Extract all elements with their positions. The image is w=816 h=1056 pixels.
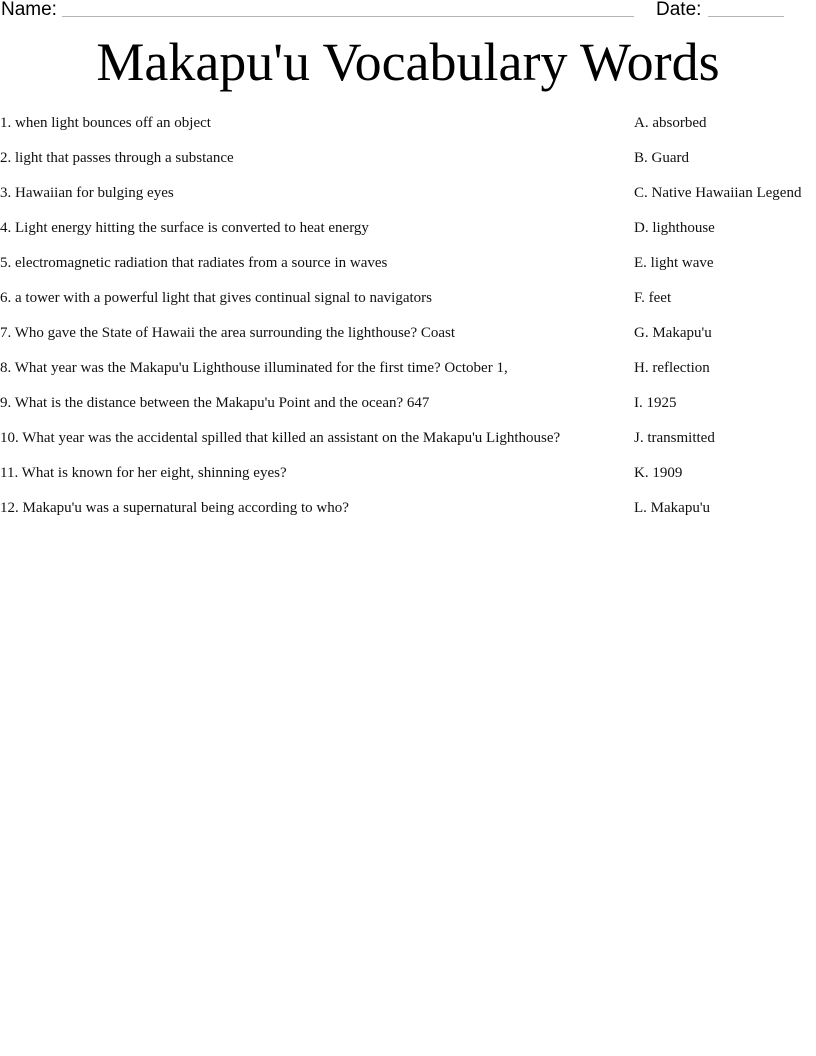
clue-text: 10. What year was the accidental spilled that killed an assistant on the Makapu'u Lighthouse? bbox=[0, 430, 561, 446]
worksheet-header bbox=[0, 0, 816, 24]
list-item bbox=[0, 218, 816, 253]
clue-text: 3. Hawaiian for bulging eyes bbox=[0, 185, 174, 201]
list-item bbox=[0, 148, 816, 183]
matching-list bbox=[0, 113, 816, 533]
clue-text: 12. Makapu'u was a supernatural being according to who? bbox=[0, 500, 349, 516]
answer-option: C. Native Hawaiian Legend bbox=[634, 185, 802, 201]
list-item bbox=[0, 183, 816, 218]
date-label: Date: bbox=[656, 0, 702, 20]
list-item bbox=[0, 393, 816, 428]
answer-option: G. Makapu'u bbox=[634, 325, 712, 341]
list-item bbox=[0, 288, 816, 323]
answer-option: A. absorbed bbox=[634, 115, 707, 131]
answer-option: K. 1909 bbox=[634, 465, 683, 481]
clue-text: 7. Who gave the State of Hawaii the area surrounding the lighthouse? Coast bbox=[0, 325, 456, 341]
clue-text: 6. a tower with a powerful light that gives continual signal to navigators bbox=[0, 290, 432, 306]
clue-text: 9. What is the distance between the Makapu'u Point and the ocean? 647 bbox=[0, 395, 430, 411]
list-item bbox=[0, 323, 816, 358]
answer-option: J. transmitted bbox=[634, 430, 715, 446]
date-blank-line bbox=[708, 16, 784, 17]
page-title: Makapu'u Vocabulary Words bbox=[96, 32, 720, 92]
list-item bbox=[0, 253, 816, 288]
list-item bbox=[0, 358, 816, 393]
clue-text: 11. What is known for her eight, shinning eyes? bbox=[0, 465, 287, 481]
clue-text: 8. What year was the Makapu'u Lighthouse illuminated for the first time? October 1, bbox=[0, 360, 508, 376]
list-item bbox=[0, 428, 816, 463]
clue-text: 2. light that passes through a substance bbox=[0, 150, 234, 166]
answer-option: D. lighthouse bbox=[634, 220, 715, 236]
clue-text: 4. Light energy hitting the surface is converted to heat energy bbox=[0, 220, 369, 236]
list-item bbox=[0, 463, 816, 498]
clue-text: 5. electromagnetic radiation that radiates from a source in waves bbox=[0, 255, 388, 271]
name-label: Name: bbox=[1, 0, 57, 20]
list-item bbox=[0, 113, 816, 148]
answer-option: F. feet bbox=[634, 290, 672, 306]
name-blank-line bbox=[62, 16, 634, 17]
answer-option: B. Guard bbox=[634, 150, 689, 166]
answer-option: L. Makapu'u bbox=[634, 500, 711, 516]
answer-option: E. light wave bbox=[634, 255, 714, 271]
answer-option: I. 1925 bbox=[634, 395, 677, 411]
answer-option: H. reflection bbox=[634, 360, 710, 376]
clue-text: 1. when light bounces off an object bbox=[0, 115, 211, 131]
list-item bbox=[0, 498, 816, 533]
